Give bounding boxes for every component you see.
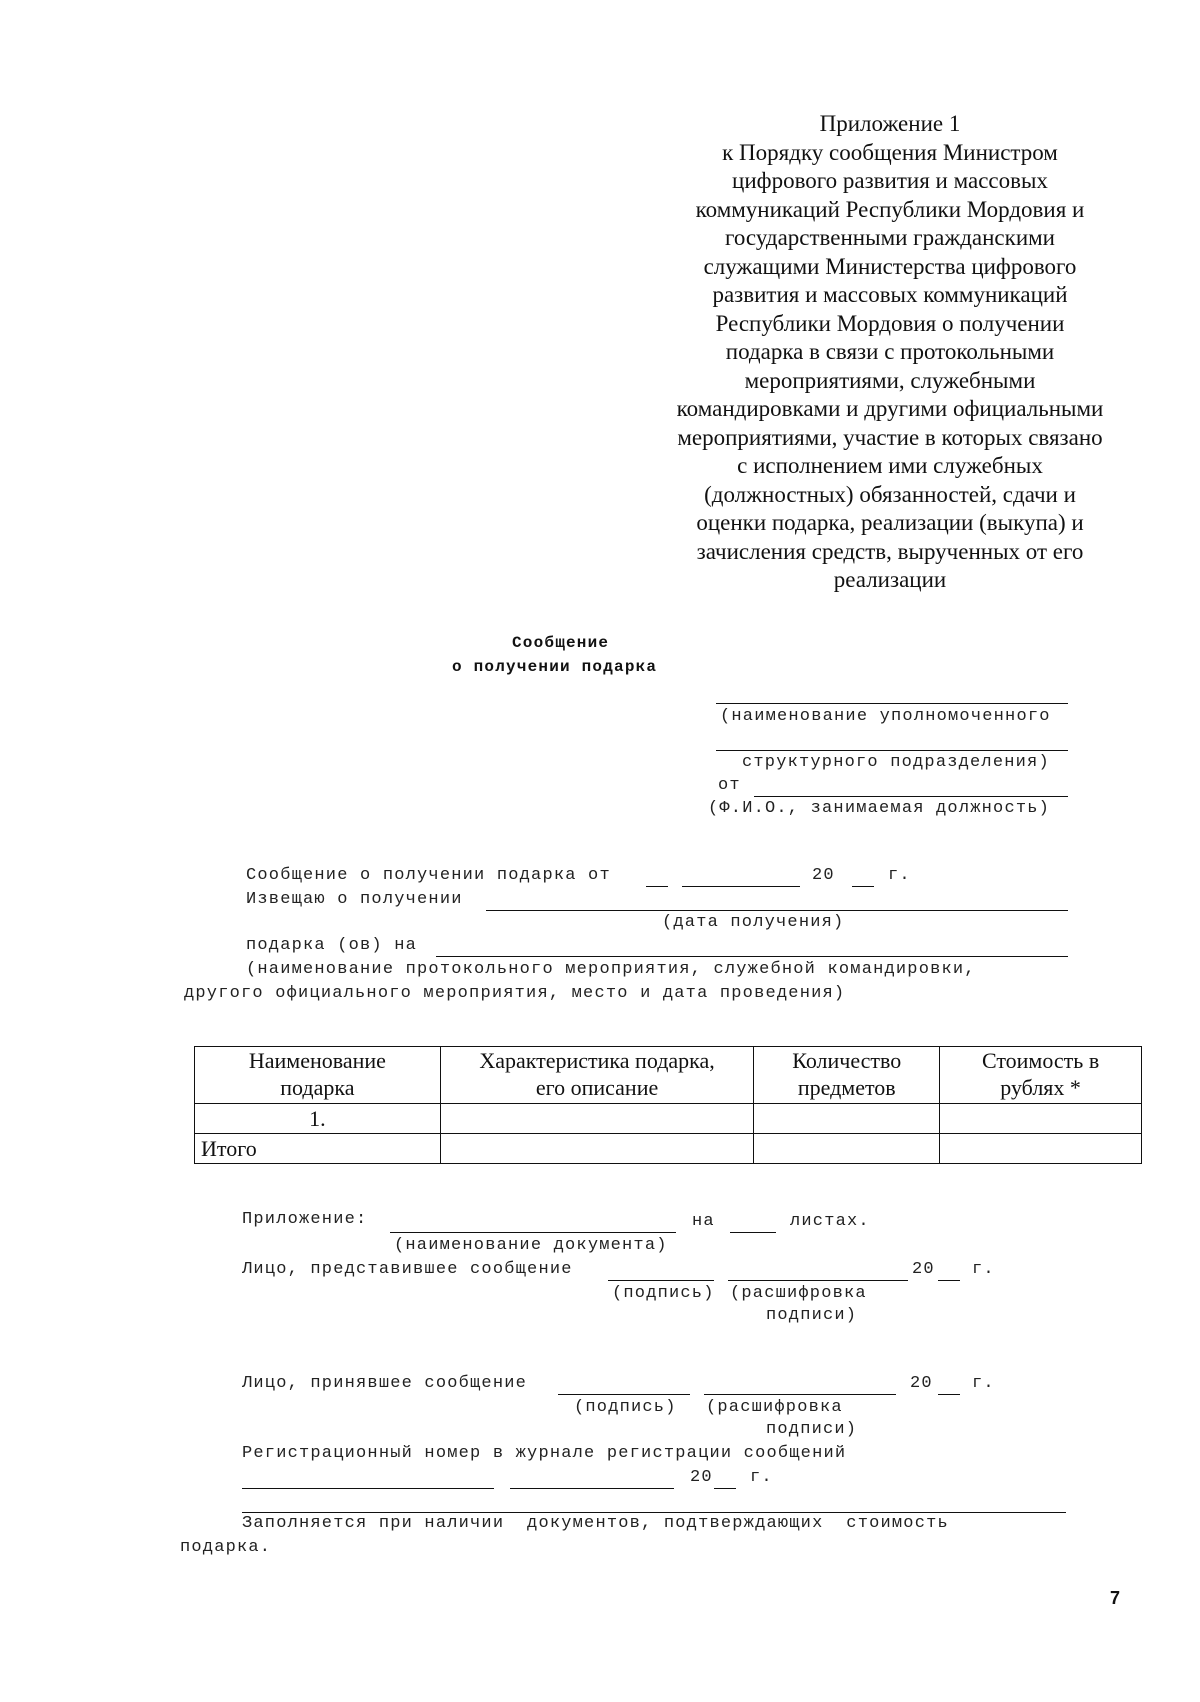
receiver-sign-hint: (подпись) <box>574 1398 677 1417</box>
footnote-line-2: подарка. <box>180 1538 272 1557</box>
page-number: 7 <box>1110 1588 1121 1608</box>
notify-line[interactable] <box>486 910 1068 911</box>
header-text: Стоимость в <box>981 1048 1100 1073</box>
receiver-decode-line[interactable] <box>704 1394 896 1395</box>
attachments-sheets-line[interactable] <box>730 1232 776 1233</box>
footnote-divider <box>242 1512 1066 1513</box>
receiver-year-line[interactable] <box>938 1394 960 1395</box>
header-cell-description <box>440 1047 754 1104</box>
addressee-line[interactable] <box>716 703 1068 704</box>
submitter-sign-hint: (подпись) <box>612 1284 715 1303</box>
header-cell-name <box>195 1047 441 1104</box>
table-cell[interactable] <box>940 1134 1142 1164</box>
message-year: 20 <box>812 866 835 885</box>
appendix-line: развития и массовых коммуникаций <box>712 282 1068 307</box>
notify-label: Извещаю о получении <box>246 890 463 909</box>
message-year-suffix: г. <box>888 866 911 885</box>
appendix-line: зачисления средств, вырученных от его <box>696 538 1084 564</box>
appendix-line: подарка в связи с протокольными <box>725 339 1055 364</box>
date-month-line[interactable] <box>682 886 800 887</box>
receiver-decode-hint-2: подписи) <box>766 1420 858 1439</box>
registration-year-suffix: г. <box>750 1468 773 1487</box>
from-hint: (Ф.И.О., занимаемая должность) <box>708 799 1051 818</box>
submitter-label: Лицо, представившее сообщение <box>242 1260 573 1279</box>
attachments-label: Приложение: <box>242 1210 368 1229</box>
appendix-line: к Порядку сообщения Министром <box>722 139 1058 165</box>
appendix-line: с исполнением ими служебных <box>737 453 1043 478</box>
attachments-doc-line[interactable] <box>390 1232 676 1233</box>
from-label: от <box>718 776 741 795</box>
attachments-sheets-label: листах. <box>790 1212 870 1231</box>
appendix-line: реализации <box>833 567 947 592</box>
from-line[interactable] <box>754 796 1068 797</box>
header-text: его описание <box>535 1075 659 1100</box>
registration-date-line[interactable] <box>510 1488 674 1489</box>
header-text: Наименование <box>248 1048 386 1073</box>
submitter-year: 20 <box>912 1260 935 1279</box>
table-cell[interactable] <box>440 1104 754 1134</box>
submitter-decode-hint-2: подписи) <box>766 1306 858 1325</box>
form-title: Сообщение <box>512 634 610 652</box>
appendix-line: государственными гражданскими <box>725 225 1055 250</box>
table-cell[interactable] <box>940 1104 1142 1134</box>
registration-year-line[interactable] <box>714 1488 736 1489</box>
table-row <box>195 1104 1142 1134</box>
appendix-line: мероприятиями, служебными <box>744 367 1036 393</box>
registration-label: Регистрационный номер в журнале регистрации сообщений <box>242 1444 847 1463</box>
header-cell-cost <box>940 1047 1142 1104</box>
header-text: Характеристика подарка, <box>479 1048 715 1073</box>
table-cell[interactable] <box>440 1134 754 1164</box>
event-line[interactable] <box>436 956 1068 957</box>
receiver-year: 20 <box>910 1374 933 1393</box>
appendix-header <box>640 110 1140 595</box>
receiver-label: Лицо, принявшее сообщение <box>242 1374 528 1393</box>
receiver-sign-line[interactable] <box>558 1394 690 1395</box>
table-header-row <box>195 1047 1142 1104</box>
submitter-year-suffix: г. <box>972 1260 995 1279</box>
submitter-decode-hint: (расшифровка <box>730 1284 867 1303</box>
event-hint-1: (наименование протокольного мероприятия, служебной командировки, <box>246 960 976 979</box>
date-hint: (дата получения) <box>662 913 845 932</box>
submitter-year-line[interactable] <box>938 1280 960 1281</box>
addressee-hint-2: структурного подразделения) <box>742 753 1050 772</box>
appendix-line: оценки подарка, реализации (выкупа) и <box>696 510 1084 535</box>
registration-year: 20 <box>690 1468 713 1487</box>
appendix-line: Республики Мордовия о получении <box>715 310 1065 336</box>
total-label-cell: Итого <box>195 1134 441 1164</box>
attachments-on-label: на <box>692 1212 715 1231</box>
registration-number-line[interactable] <box>242 1488 494 1489</box>
row-number-cell: 1. <box>195 1104 441 1134</box>
header-text: предметов <box>797 1075 896 1100</box>
header-cell-quantity <box>754 1047 940 1104</box>
header-text: подарка <box>280 1075 355 1100</box>
date-day-line[interactable] <box>646 886 668 887</box>
appendix-line: командировками и другими официальными <box>676 396 1104 421</box>
header-text: Количество <box>792 1048 902 1073</box>
addressee-line-2[interactable] <box>716 750 1068 751</box>
gifts-on-label: подарка (ов) на <box>246 936 418 955</box>
appendix-line: служащими Министерства цифрового <box>703 253 1077 279</box>
appendix-line: цифрового развития и массовых <box>732 168 1048 193</box>
receiver-year-suffix: г. <box>972 1374 995 1393</box>
event-hint-2: другого официального мероприятия, место и дата проведения) <box>184 984 846 1003</box>
appendix-line: (должностных) обязанностей, сдачи и <box>704 481 1076 507</box>
receiver-decode-hint: (расшифровка <box>706 1398 843 1417</box>
appendix-line: коммуникаций Республики Мордовия и <box>695 196 1085 222</box>
table-cell[interactable] <box>754 1104 940 1134</box>
submitter-decode-line[interactable] <box>728 1280 908 1281</box>
appendix-line: Приложение 1 <box>819 111 961 136</box>
total-row <box>195 1134 1142 1164</box>
appendix-line: мероприятиями, участие в которых связано <box>677 424 1103 450</box>
gifts-table <box>194 1046 1142 1164</box>
attachments-doc-hint: (наименование документа) <box>394 1236 668 1255</box>
header-text: рублях * <box>1000 1075 1081 1100</box>
footnote-line-1: Заполняется при наличии документов, подтверждающих стоимость <box>242 1514 949 1533</box>
addressee-hint: (наименование уполномоченного <box>720 707 1051 726</box>
table-cell[interactable] <box>754 1134 940 1164</box>
date-year-line[interactable] <box>852 886 874 887</box>
form-subtitle: о получении подарка <box>452 658 658 676</box>
message-from-label: Сообщение о получении подарка от <box>246 866 611 885</box>
submitter-sign-line[interactable] <box>608 1280 714 1281</box>
